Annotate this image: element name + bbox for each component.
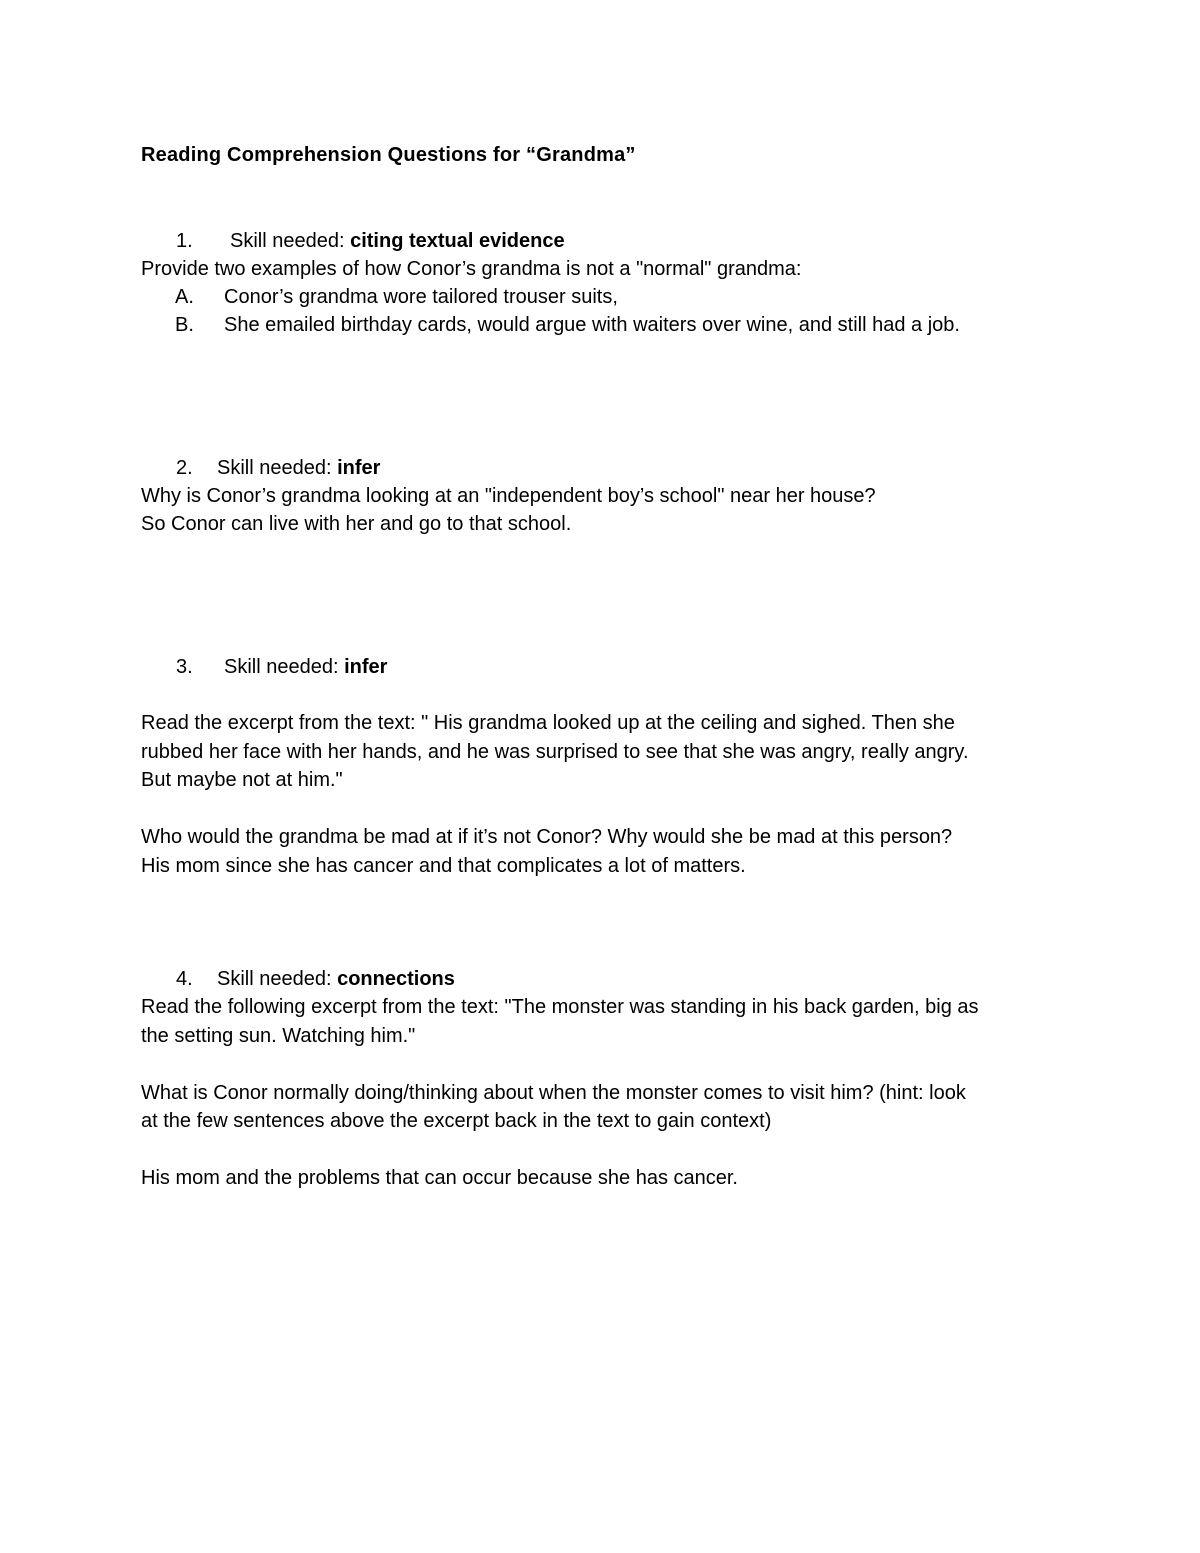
question-3-number: 3. — [176, 656, 193, 678]
question-2-skill-line — [176, 456, 380, 480]
question-4-number: 4. — [176, 968, 193, 990]
question-1-skill-line — [176, 229, 565, 253]
question-2-number: 2. — [176, 457, 193, 479]
question-3-skill: infer — [344, 656, 388, 678]
question-3-excerpt-line-1: Read the excerpt from the text: " His grandma looked up at the ceiling and sighed. Then she — [141, 712, 955, 734]
question-1-skill-prefix: Skill needed: — [230, 230, 351, 252]
question-4-excerpt-line-1: Read the following excerpt from the text: "The monster was standing in his back garden, big as — [141, 996, 979, 1018]
question-4-prompt-line-1: What is Conor normally doing/thinking about when the monster comes to visit him? (hint: look — [141, 1082, 966, 1104]
question-1-answer-a-text: Conor’s grandma wore tailored trouser suits, — [224, 286, 618, 308]
question-1-answer-b-marker: B. — [175, 314, 194, 336]
question-4-skill-prefix: Skill needed: — [217, 968, 338, 990]
question-3-excerpt-line-2: rubbed her face with her hands, and he was surprised to see that she was angry, really angry. — [141, 741, 969, 763]
question-3-answer: His mom since she has cancer and that complicates a lot of matters. — [141, 855, 746, 877]
question-3-prompt: Who would the grandma be mad at if it’s not Conor? Why would she be mad at this person? — [141, 826, 953, 848]
question-1-answer-a-marker: A. — [175, 286, 194, 308]
question-3-skill-prefix: Skill needed: — [224, 656, 345, 678]
question-2-skill: infer — [337, 457, 381, 479]
question-3-skill-line — [176, 655, 387, 679]
question-1-answer-b-text: She emailed birthday cards, would argue with waiters over wine, and still had a job. — [224, 314, 960, 336]
question-1-prompt: Provide two examples of how Conor’s grandma is not a "normal" grandma: — [141, 258, 802, 280]
question-4-skill-line — [176, 967, 455, 991]
question-2-skill-prefix: Skill needed: — [217, 457, 338, 479]
document-title: Reading Comprehension Questions for “Grandma” — [141, 144, 636, 166]
question-1-number: 1. — [176, 230, 193, 252]
question-1-skill: citing textual evidence — [350, 230, 565, 252]
question-4-excerpt-line-2: the setting sun. Watching him." — [141, 1025, 416, 1047]
question-3-excerpt-line-3: But maybe not at him." — [141, 769, 343, 791]
question-2-answer: So Conor can live with her and go to that school. — [141, 513, 572, 535]
question-2-prompt: Why is Conor’s grandma looking at an "independent boy’s school" near her house? — [141, 485, 876, 507]
question-4-answer: His mom and the problems that can occur because she has cancer. — [141, 1167, 738, 1189]
question-4-skill: connections — [337, 968, 455, 990]
question-4-prompt-line-2: at the few sentences above the excerpt back in the text to gain context) — [141, 1110, 772, 1132]
